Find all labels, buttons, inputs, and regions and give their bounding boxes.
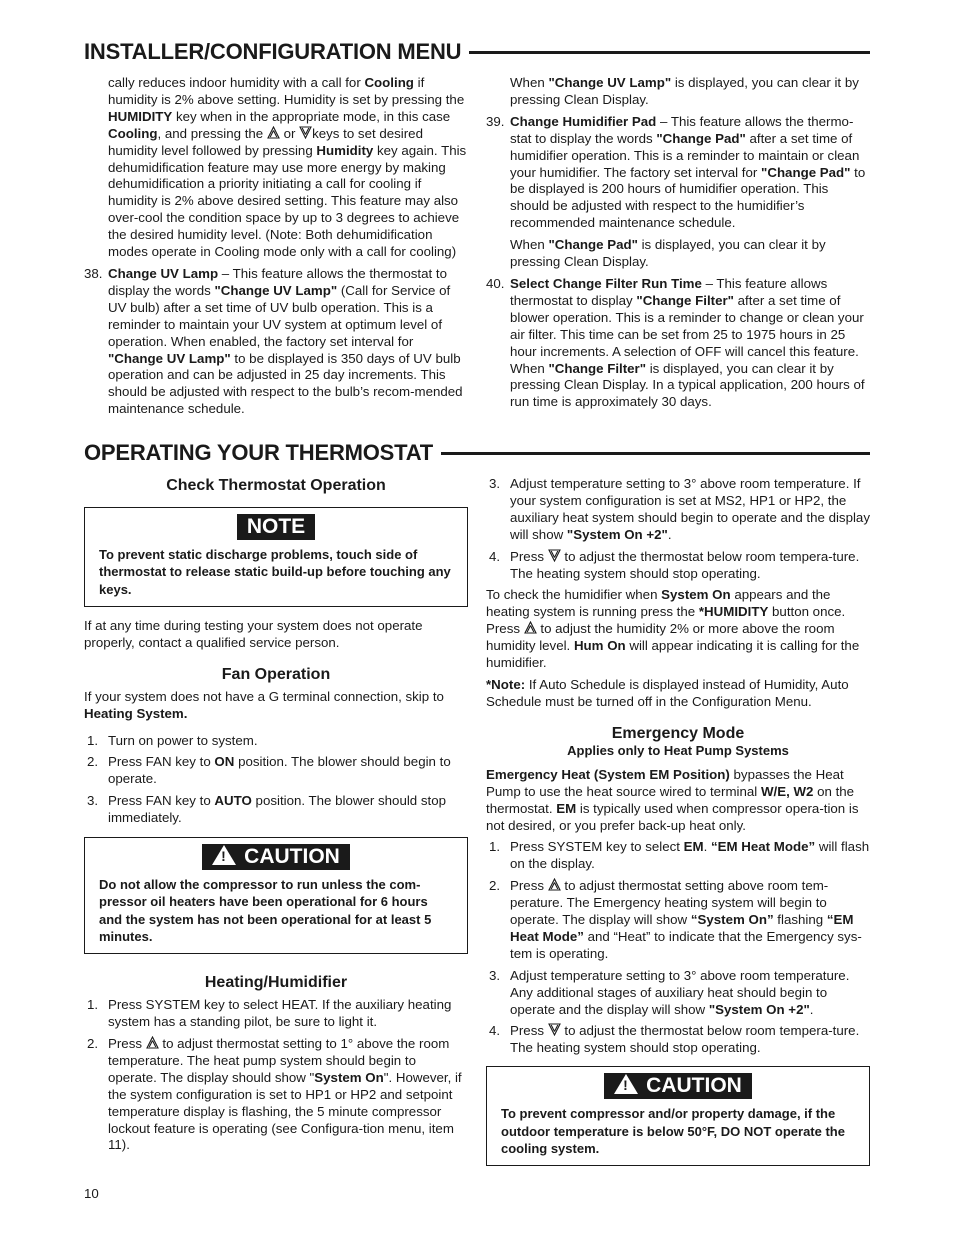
caution-text: To prevent compressor and/or property damage, if the outdoor temperature is below 50°F, DO NOT operate the cooling system. — [501, 1106, 845, 1156]
operating-left-column — [84, 477, 468, 1159]
step-item — [486, 1023, 870, 1057]
step-text: Press to adjust the thermostat below room tempera-ture. The heating system should stop operating. — [510, 1023, 860, 1056]
down-arrow-key-icon — [299, 126, 312, 139]
section-rule — [469, 51, 870, 54]
caution-box — [84, 837, 468, 954]
step-text: Adjust temperature setting to 3° above room temperature. If your system configuration is set at MS2, HP1 or HP2, the auxiliary heat system should begin to operate and the display will show "System On +2". — [510, 476, 870, 542]
item-40 — [486, 276, 870, 411]
item-number: 38. — [84, 265, 103, 281]
section-title: OPERATING YOUR THERMOSTAT — [84, 440, 434, 465]
step-text: Press SYSTEM key to select HEAT. If the auxiliary heating system has a standing pilot, be sure to light it. — [108, 997, 452, 1030]
item-38 — [84, 266, 468, 418]
installer-right-column — [486, 75, 870, 416]
step-number: 3. — [87, 793, 99, 809]
note-box — [84, 507, 468, 607]
item-body: Select Change Filter Run Time – This feature allows thermostat to display "Change Filter" after a set time of blower operation. This is a reminder to change or clean your air filter. This time can be set from 25 to 1975 hours in 25 hour increments. A selection of OFF will cancel this feature. When "Change Filter" is displayed, you can clear it by pressing Clean Display. In a typical application, 200 hours of run time is approximately 30 days. — [510, 275, 865, 410]
step-item — [486, 549, 870, 583]
step-text: Turn on power to system. — [108, 732, 258, 748]
step-item — [486, 476, 870, 544]
operating-right-column — [486, 476, 870, 1166]
step-item — [84, 793, 468, 827]
section-title: INSTALLER/CONFIGURATION MENU — [84, 39, 462, 64]
step-text: Press to adjust thermostat setting above room tem-perature. The Emergency heating system will begin to operate. The display will show “System On” flashing “EM Heat Mode” and “Heat” to indicate that the Emergency sys-tem is operating. — [510, 878, 862, 961]
step-item — [486, 878, 870, 963]
item-38-clear-note: When "Change UV Lamp" is displayed, you can clear it by pressing Clean Display. — [510, 75, 859, 107]
heating-humidifier-title: Heating/Humidifier — [204, 974, 348, 992]
item-number: 39. — [486, 113, 505, 129]
fan-intro: If your system does not have a G terminal connection, skip to Heating System. — [84, 688, 444, 721]
step-item — [486, 968, 870, 1019]
caution-box-compressor — [486, 1066, 870, 1166]
step-number: 2. — [87, 754, 99, 770]
fan-operation-title: Fan Operation — [221, 665, 331, 683]
step-item — [84, 1036, 468, 1154]
emergency-steps — [486, 839, 870, 1057]
step-item — [84, 997, 468, 1031]
step-number: 4. — [489, 548, 501, 564]
step-item — [486, 839, 870, 873]
step-number: 1. — [87, 732, 99, 748]
warning-icon: ! — [614, 1074, 638, 1094]
step-number: 3. — [489, 967, 501, 983]
emergency-mode-subtitle: Applies only to Heat Pump Systems — [567, 742, 789, 758]
caution-badge: ! CAUTION — [202, 844, 350, 870]
step-text: Adjust temperature setting to 3° above room temperature. Any additional stages of auxiliary heat should begin to operate and the display will show "System On +2". — [510, 967, 850, 1017]
dehumidification-paragraph: cally reduces indoor humidity with a call for Cooling if humidity is 2% above setting. Humidity is set by pressing the HUMIDITY key when in the appropriate mode, in this case Cooling, and pressing the or keys to set desired humidity level followed by pressing Humidity key again. This dehumidification feature may use more energy by making dehumidification a priority initiating a call for cooling if humidity is 2% above desired setting. This feature may also over-cool the condition space by up to 3 degrees to achieve the desired humidity level. (Note: Both dehumidification modes operate in Cooling mode only with a call for cooling) — [108, 75, 467, 260]
step-number: 3. — [489, 476, 501, 491]
emergency-intro: Emergency Heat (System EM Position) bypasses the Heat Pump to use the heat source wired to terminal W/E, W2 on the thermostat. EM is typically used when compressor opera-tion is not desired, or you prefer back-up heat only. — [486, 766, 859, 833]
fan-steps — [84, 733, 468, 828]
installer-config-heading — [84, 40, 870, 64]
item-number: 40. — [486, 275, 505, 291]
caution-badge: ! CAUTION — [604, 1073, 752, 1099]
humidifier-paragraph: To check the humidifier when System On appears and the heating system is running press the *HUMIDITY button once. Press to adjust the humidity 2% or more above the room humidity level. Hum On will appear indicating it is calling for the humidifier. — [486, 587, 860, 671]
step-number: 4. — [489, 1023, 501, 1039]
note-text: To prevent static discharge problems, touch side of thermostat to release static build-up before touching any keys. — [99, 547, 451, 597]
step-number: 2. — [87, 1036, 99, 1052]
caution-text: Do not allow the compressor to run unless the com-pressor oil heaters have been operational for 6 hours and the system has not been operational for at least 5 minutes. — [99, 877, 432, 944]
step-text: Press to adjust the thermostat below room tempera-ture. The heating system should stop operating. — [510, 548, 860, 581]
item-body: Change Humidifier Pad – This feature allows the thermo-stat to display the words "Change Pad" after a set time of humidifier operation. This is a reminder to maintain or clean your humidifier. The factory set interval for "Change Pad" to be displayed is 200 hours of humidifier operation. This should be adjusted with respect to the humidifier’s recommended maintenance schedule. — [510, 113, 866, 231]
up-arrow-key-icon — [548, 878, 561, 891]
step-number: 1. — [87, 997, 99, 1013]
heating-steps — [84, 997, 468, 1154]
warning-icon: ! — [212, 845, 236, 865]
up-arrow-key-icon — [524, 621, 537, 634]
heating-steps-continued — [486, 476, 870, 582]
page-number: 10 — [84, 1186, 99, 1201]
check-operation-title: Check Thermostat Operation — [166, 477, 386, 494]
auto-schedule-note: *Note: If Auto Schedule is displayed instead of Humidity, Auto Schedule must be turned off in the Configuration Menu. — [486, 676, 849, 709]
up-arrow-key-icon — [267, 126, 280, 139]
installer-left-column — [84, 75, 468, 423]
step-text: Press FAN key to AUTO position. The blower should stop immediately. — [108, 793, 447, 826]
note-badge: NOTE — [237, 514, 315, 540]
item-39 — [486, 114, 870, 232]
testing-paragraph: If at any time during testing your system does not operate properly, contact a qualified service person. — [84, 617, 423, 650]
down-arrow-key-icon — [548, 549, 561, 562]
step-text: Press to adjust thermostat setting to 1° above the room temperature. The heat pump system should begin to operate. The display should show "System On". However, if the system configuration is set to HP1 or HP2 and setpoint temperature display is flashing, the 5 minute compressor lockout feature is operating (see Configura-tion menu, item 11). — [108, 1036, 462, 1153]
item-body: Change UV Lamp – This feature allows the thermostat to display the words "Change UV Lamp" (Call for Service of UV bulb) after a set time of UV bulb operation. This is a reminder to maintain your UV system at optimum level of operation. When enabled, the factory set interval for "Change UV Lamp" to be displayed is 350 days of UV bulb operation and can be adjusted in 25 day increments. This should be adjusted with respect to the bulb’s recom-mended maintenance schedule. — [108, 265, 463, 417]
step-item — [84, 754, 468, 788]
down-arrow-key-icon — [548, 1023, 561, 1036]
step-text: Press FAN key to ON position. The blower should begin to operate. — [108, 754, 451, 787]
section-rule — [441, 452, 870, 455]
item-39-clear-note: When "Change Pad" is displayed, you can clear it by pressing Clean Display. — [510, 237, 826, 270]
step-text: Press SYSTEM key to select EM. “EM Heat Mode” will flash on the display. — [510, 839, 870, 872]
step-number: 2. — [489, 878, 501, 894]
step-item — [84, 733, 468, 750]
operating-heading — [84, 441, 870, 465]
step-number: 1. — [489, 839, 501, 855]
up-arrow-key-icon — [146, 1036, 159, 1049]
emergency-mode-title: Emergency Mode — [611, 724, 745, 742]
